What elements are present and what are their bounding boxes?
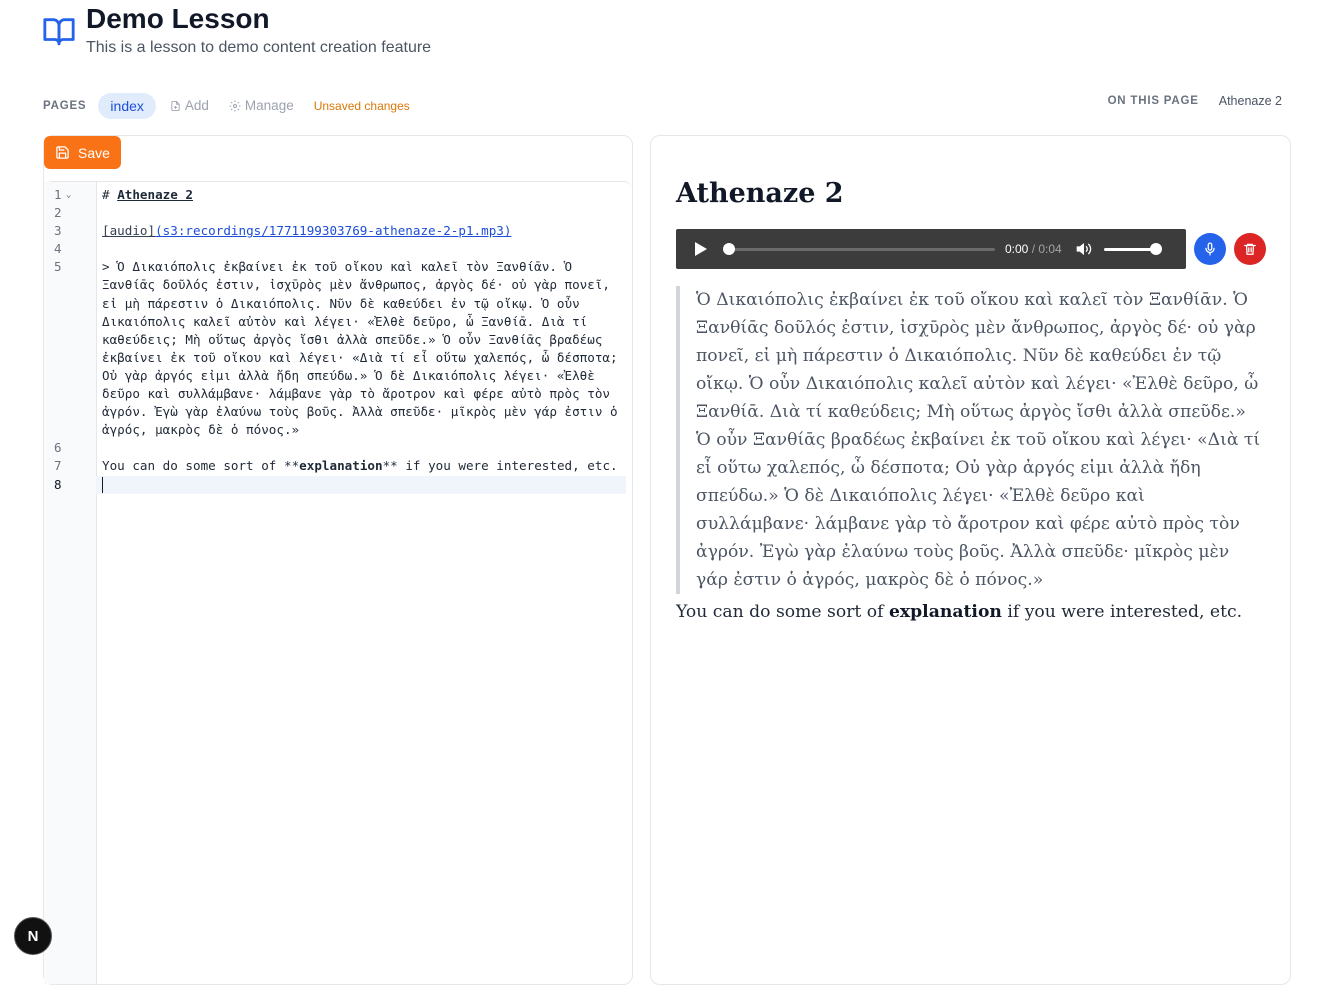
volume-handle[interactable]	[1150, 243, 1162, 255]
bold-word: explanation	[299, 458, 383, 474]
volume-slider[interactable]	[1104, 248, 1156, 251]
code-line[interactable]	[44, 439, 632, 457]
unsaved-status: Unsaved changes	[313, 98, 410, 113]
bold-mark: **	[283, 458, 300, 474]
lesson-title: Demo Lesson	[86, 3, 270, 34]
line-number: 7	[54, 458, 62, 474]
link-text: [audio]	[102, 223, 156, 239]
paragraph-text: if you were interested, etc.	[1001, 602, 1243, 622]
seek-bar[interactable]	[729, 248, 995, 251]
add-page-label: Add	[184, 98, 209, 113]
volume-icon[interactable]	[1076, 241, 1092, 257]
code-line[interactable]	[44, 457, 632, 475]
book-open-icon	[42, 14, 76, 48]
code-line[interactable]	[44, 222, 632, 240]
manage-pages-label: Manage	[244, 98, 294, 113]
record-audio-button[interactable]	[1194, 233, 1226, 265]
trash-icon	[1243, 242, 1257, 256]
line-text: if you were interested, etc.	[397, 458, 618, 474]
code-line[interactable]	[44, 240, 632, 258]
link-url[interactable]: (s3:recordings/1771199303769-athenaze-2-p1.mp3)	[155, 223, 512, 239]
preview-blockquote: Ὁ Δικαιόπολις ἐκβαίνει ἐκ τοῦ οἴκου καὶ καλεῖ τὸν Ξανθίᾱν. Ὁ Ξανθίᾱς δοῦλός ἐστιν, ἰσχῡρὸς μὲν ἄνθρωπος, ἀργὸς δέ· οὐ γὰρ πονεῖ, εἰ μὴ πάρεστιν ὁ Δικαιόπολις. Νῦν δὲ καθεύδει ἐν τῷ οἴκῳ. Ὁ οὖν Δικαιόπολις καλεῖ αὐτὸν καὶ λέγει· «Ἐλθὲ δεῦρο, ὦ Ξανθίᾱ. Διὰ τί καθεύδεις; Μὴ οὕτως ἀργὸς ἴσθι ἀλλὰ σπεῦδε.» Ὁ οὖν Ξανθίᾱς βραδέως ἐκβαίνει ἐκ τοῦ οἴκου καὶ λέγει· «Διὰ τί εἶ οὕτω χαλεπός, ὦ δέσποτα; Οὐ γὰρ ἀργός εἰμι ἀλλὰ ἤδη σπεύδω.» Ὁ δὲ Δικαιόπολις λέγει· «Ἐλθὲ δεῦρο καὶ συλλάμβανε· λάμβανε γὰρ τὸ ἄροτρον καὶ φέρε αὐτὸ πρὸς τὸν ἀγρόν. Ἐγὼ γὰρ ἐλαύνω τοὺς βοῦς. Ἀλλὰ σπεῦδε· μῖκρὸς μὲν γάρ ἐστιν ὁ ἀγρός, μακρὸς δὲ ὁ πόνος.»	[676, 286, 1261, 594]
line-number: 5	[54, 259, 62, 275]
paragraph-bold: explanation	[888, 602, 1002, 622]
paragraph-text: You can do some sort of	[676, 602, 889, 622]
heading-text: Athenaze 2	[117, 187, 194, 202]
page-tab-index[interactable]: index	[98, 93, 155, 119]
editor-panel	[43, 135, 633, 985]
delete-audio-button[interactable]	[1234, 233, 1266, 265]
gear-icon	[229, 100, 241, 112]
pages-bar	[43, 91, 410, 120]
save-label: Save	[78, 144, 110, 161]
active-code-line[interactable]	[44, 476, 632, 494]
time-display	[1005, 242, 1062, 256]
on-this-page	[1108, 94, 1282, 108]
line-number: 4	[54, 241, 62, 257]
save-button[interactable]	[44, 136, 121, 169]
text-caret	[102, 477, 103, 493]
play-icon[interactable]	[695, 242, 707, 256]
audio-player[interactable]	[676, 229, 1186, 269]
current-time: 0:00	[1005, 242, 1029, 256]
time-separator: /	[1028, 242, 1039, 256]
code-line[interactable]	[44, 186, 632, 204]
add-page-button[interactable]	[170, 98, 209, 113]
file-plus-icon	[170, 100, 181, 112]
heading-mark: #	[102, 187, 110, 202]
line-text: You can do some sort of	[102, 458, 284, 474]
preview-panel	[650, 135, 1291, 985]
seek-handle[interactable]	[723, 243, 735, 255]
next-dev-badge[interactable]: N	[14, 917, 52, 955]
manage-pages-button[interactable]	[229, 98, 294, 113]
code-line[interactable]	[44, 258, 632, 439]
bold-mark: **	[382, 458, 398, 474]
line-number: 8	[54, 476, 62, 492]
line-number: 2	[54, 205, 62, 221]
floppy-disk-icon	[55, 145, 70, 160]
microphone-icon	[1203, 242, 1217, 256]
pages-label: PAGES	[43, 99, 87, 112]
code-content[interactable]	[44, 186, 632, 494]
preview-paragraph	[676, 598, 1276, 626]
line-number: 1 ⌄	[44, 186, 96, 204]
markdown-editor[interactable]	[44, 181, 632, 984]
blockquote-source: > Ὁ Δικαιόπολις ἐκβαίνει ἐκ τοῦ οἴκου καὶ καλεῖ τὸν Ξανθίᾱν. Ὁ Ξανθίᾱς δοῦλός ἐστιν, ἰσχῡρὸς μὲν ἄνθρωπος, ἀργὸς δέ· οὐ γὰρ πονεῖ, εἰ μὴ πάρεστιν ὁ Δικαιόπολις. Νῦν δὲ καθεύδει ἐν τῷ οἴκῳ. Ὁ οὖν Δικαιόπολις καλεῖ αὐτὸν καὶ λέγει· «Ἐλθὲ δεῦρο, ὦ Ξανθίᾱ. Διὰ τί καθεύδεις; Μὴ οὕτως ἀργὸς ἴσθι ἀλλὰ σπεῦδε.» Ὁ οὖν Ξανθίᾱς βραδέως ἐκβαίνει ἐκ τοῦ οἴκου καὶ λέγει· «Διὰ τί εἶ οὕτω χαλεπός, ὦ δέσποτα; Οὐ γὰρ ἀργός εἰμι ἀλλὰ ἤδη σπεύδω.» Ὁ δὲ Δικαιόπολις λέγει· «Ἐλθὲ δεῦρο καὶ συλλάμβανε· λάμβανε γὰρ τὸ ἄροτρον καὶ φέρε αὐτὸ πρὸς τὸν ἀγρόν. Ἐγὼ γὰρ ἐλαύνω τοὺς βοῦς. Ἀλλὰ σπεῦδε· μῖκρὸς μὲν γάρ ἐστιν ὁ ἀγρός, μακρὸς δὲ ὁ πόνος.»	[102, 259, 626, 438]
preview-heading: Athenaze 2	[676, 178, 844, 209]
line-number: 6	[54, 440, 62, 456]
line-number: 3	[54, 223, 62, 239]
toc-link[interactable]: Athenaze 2	[1218, 94, 1282, 108]
lesson-header	[42, 2, 431, 57]
duration: 0:04	[1038, 242, 1062, 256]
fold-chevron-icon[interactable]: ⌄	[66, 190, 72, 200]
on-this-page-label: ON THIS PAGE	[1107, 95, 1199, 107]
code-line[interactable]	[44, 204, 632, 222]
lesson-subtitle: This is a lesson to demo content creation feature	[86, 39, 432, 56]
